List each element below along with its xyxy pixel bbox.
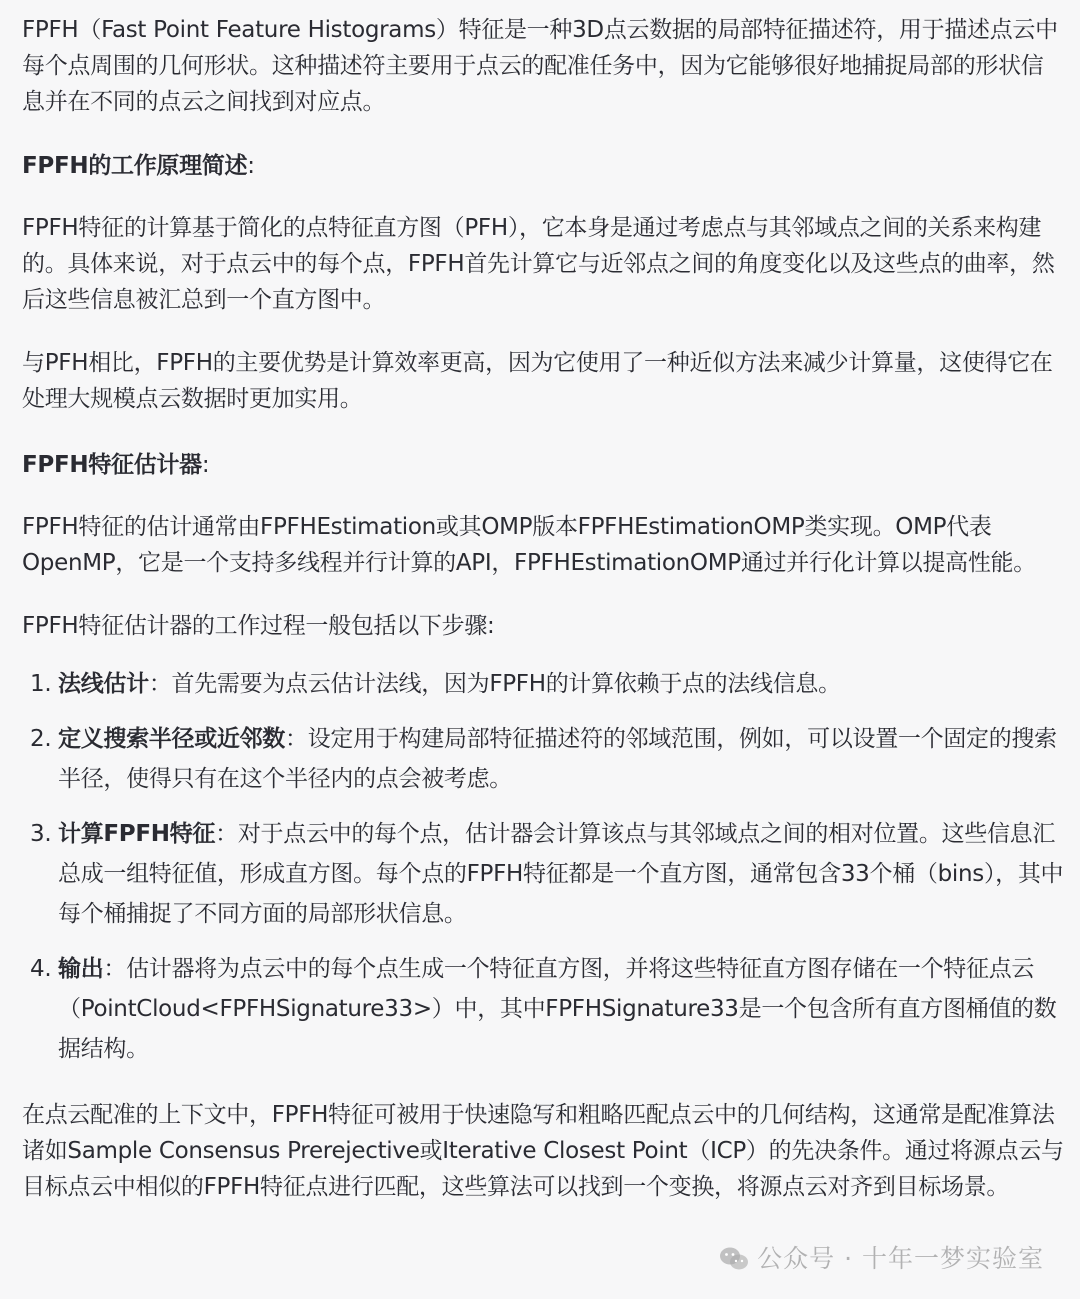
steps-list [22,664,1066,1069]
step-text: ：估计器将为点云中的每个点生成一个特征直方图，并将这些特征直方图存储在一个特征点云（PointCloud<FPFHSignature33>）中，其中FPFHSignature33是一个包含所有直方图桶值的数据结构。 [58,956,1057,1062]
estimator-paragraph-2: FPFH特征估计器的工作过程一般包括以下步骤: [22,613,495,639]
section-heading-estimator [22,447,1066,483]
heading-colon: : [201,452,210,478]
heading-text: FPFH特征估计器 [22,452,202,478]
list-item [22,949,1066,1069]
step-term: 定义搜索半径或近邻数 [58,726,286,752]
heading-text: FPFH的工作原理简述 [22,153,248,179]
intro-paragraph: FPFH（Fast Point Feature Histograms）特征是一种3D点云数据的局部特征描述符，用于描述点云中每个点周围的几何形状。这种描述符主要用于点云的配准任务中，因为它能够很好地捕捉局部的形状信息并在不同的点云之间找到对应点。 [22,17,1058,115]
step-text: ：设定用于构建局部特征描述符的邻域范围，例如，可以设置一个固定的搜索半径，使得只有在这个半径内的点会被考虑。 [58,726,1057,792]
step-number: 2. [30,726,52,752]
step-number: 3. [30,821,52,847]
step-text: ：对于点云中的每个点，估计器会计算该点与其邻域点之间的相对位置。这些信息汇总成一组特征值，形成直方图。每个点的FPFH特征都是一个直方图，通常包含33个桶（bins），其中每个桶捕捉了不同方面的局部形状信息。 [58,821,1064,927]
list-item [22,814,1066,934]
estimator-paragraph-1: FPFH特征的估计通常由FPFHEstimation或其OMP版本FPFHEstimationOMP类实现。OMP代表OpenMP，它是一个支持多线程并行计算的API，FPFHEstimationOMP通过并行化计算以提高性能。 [22,514,1036,576]
conclusion-paragraph: 在点云配准的上下文中，FPFH特征可被用于快速隐写和粗略匹配点云中的几何结构，这通常是配准算法诸如Sample Consensus Prerejective或Iterative Closest Point（ICP）的先决条件。通过将源点云与目标点云中相似的FPFH特征点进行匹配，这些算法可以找到一个变换，将源点云对齐到目标场景。 [22,1102,1064,1200]
watermark [719,1241,1044,1277]
heading-colon: : [247,153,255,179]
step-term: 计算FPFH特征 [58,821,216,847]
list-item [22,664,1066,704]
principle-paragraph-2: 与PFH相比，FPFH的主要优势是计算效率更高，因为它使用了一种近似方法来减少计算量，这使得它在处理大规模点云数据时更加实用。 [22,350,1053,412]
step-term: 输出 [58,956,104,982]
watermark-text: 公众号 · 十年一梦实验室 [757,1244,1044,1273]
step-term: 法线估计 [58,671,149,697]
step-number: 4. [30,956,52,982]
step-text: ：首先需要为点云估计法线，因为FPFH的计算依赖于点的法线信息。 [148,671,841,697]
step-number: 1. [30,671,52,697]
section-heading-principle [22,148,1066,184]
list-item [22,719,1066,799]
wechat-icon [719,1246,749,1272]
principle-paragraph-1: FPFH特征的计算基于简化的点特征直方图（PFH），它本身是通过考虑点与其邻域点之间的关系来构建的。具体来说，对于点云中的每个点，FPFH首先计算它与近邻点之间的角度变化以及这些点的曲率，然后这些信息被汇总到一个直方图中。 [22,215,1055,313]
